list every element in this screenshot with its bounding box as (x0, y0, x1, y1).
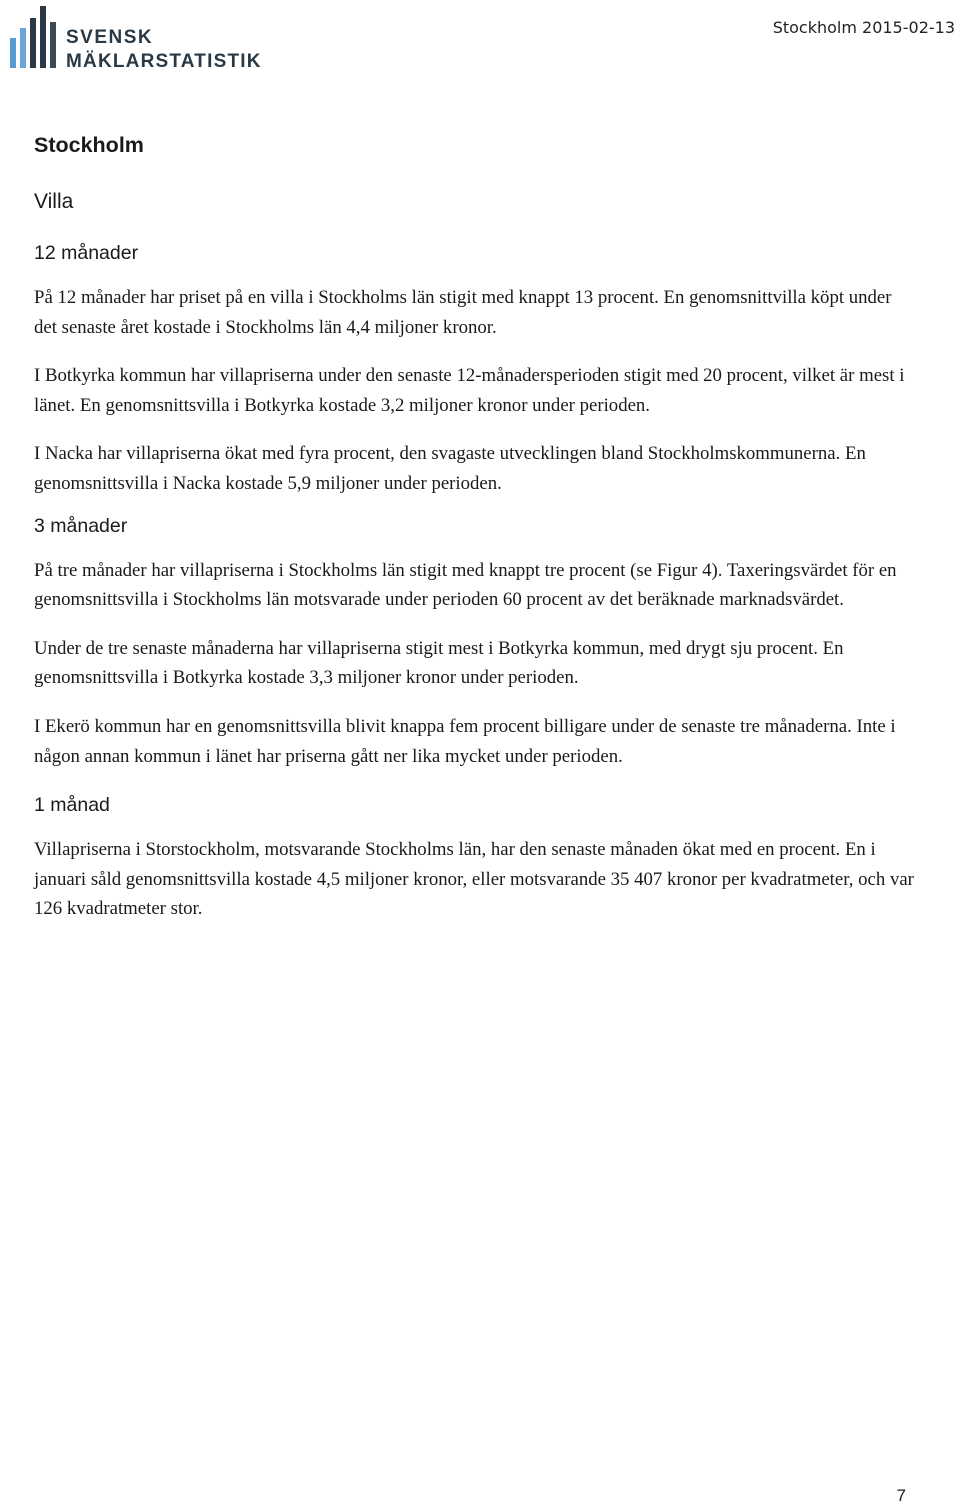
heading-1-month: 1 månad (34, 794, 110, 817)
paragraph: Villapriserna i Storstockholm, motsvarande Stockholms län, har den senaste månaden ökat med en procent. En i januari såld genomsnittsvilla kostade 4,5 miljoner kronor, eller motsvarande 35 407 kronor per kvadratmeter, och var 126 kvadratmeter stor. (34, 839, 914, 920)
paragraph: På 12 månader har priset på en villa i Stockholms län stigit med knappt 13 procent. En genomsnittvilla köpt under det senaste året kostade i Stockholms län 4,4 miljoner kronor. (34, 287, 892, 338)
page-title: Stockholm (34, 133, 144, 157)
heading-3-months: 3 månader (34, 514, 128, 537)
heading-12-months: 12 månader (34, 242, 139, 264)
logo-line2: MÄKLARSTATISTIK (66, 51, 262, 72)
paragraph: I Nacka har villapriserna ökat med fyra procent, den svagaste utvecklingen bland Stockholmskommunerna. En genomsnittsvilla i Nacka kostade 5,9 miljoner under perioden. (34, 443, 866, 494)
header-date: Stockholm 2015-02-13 (772, 18, 955, 37)
paragraph: I Botkyrka kommun har villapriserna under den senaste 12-månadersperioden stigit med 20 procent, vilket är mest i länet. En genomsnittsvilla i Botkyrka kostade 3,2 miljoner kronor under perioden. (34, 365, 905, 416)
paragraph: På tre månader har villapriserna i Stockholms län stigit med knappt tre procent (se Figur 4). Taxeringsvärdet för en genomsnittsvilla i Stockholms län motsvarade under perioden 60 procent av det beräknade marknadsvärdet. (34, 559, 897, 611)
page-header (0, 0, 960, 80)
svensk-maklarstatistik-logo (8, 4, 278, 70)
page-number: 7 (896, 1486, 906, 1505)
paragraph: Under de tre senaste månaderna har villapriserna stigit mest i Botkyrka kommun, med drygt sju procent. En genomsnittsvilla i Botkyrka kostade 3,3 miljoner kronor under perioden. (34, 637, 844, 689)
section-title-villa: Villa (34, 190, 74, 213)
logo-line1: SVENSK (66, 27, 154, 48)
paragraph: I Ekerö kommun har en genomsnittsvilla blivit knappa fem procent billigare under de senaste tre månaderna. Inte i någon annan kommun i länet har priserna gått ner lika mycket under perioden. (34, 715, 896, 767)
bar-chart-logo-icon (8, 4, 64, 70)
document-body (34, 128, 914, 924)
